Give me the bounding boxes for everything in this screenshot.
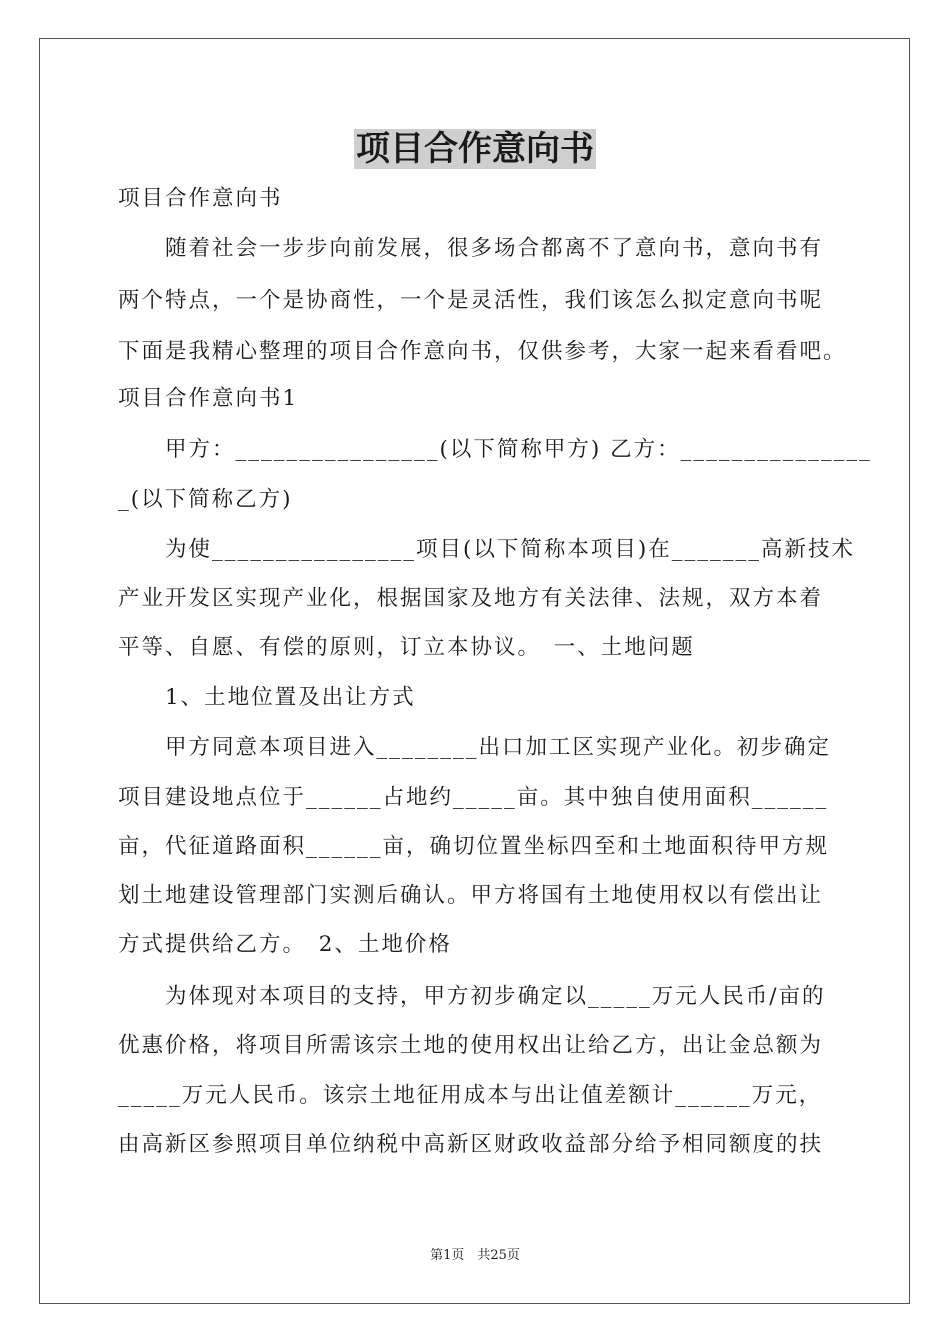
text-line: 下面是我精心整理的项目合作意向书，仅供参考，大家一起来看看吧。	[118, 339, 847, 364]
text-line: 1、土地位置及出让方式	[165, 685, 416, 710]
text-line: 项目合作意向书	[118, 186, 283, 211]
text-line: _(以下简称乙方)	[118, 487, 293, 512]
text-line: 甲方同意本项目进入________出口加工区实现产业化。初步确定	[165, 735, 832, 760]
text-line: 随着社会一步步向前发展，很多场合都离不了意向书，意向书有	[165, 236, 824, 261]
text-line: 两个特点，一个是协商性，一个是灵活性，我们该怎么拟定意向书呢	[118, 288, 824, 313]
text-line: 亩，代征道路面积______亩，确切位置坐标四至和土地面积待甲方规	[118, 834, 830, 859]
text-line: 项目合作意向书1	[118, 386, 299, 411]
text-line: 为使________________项目(以下简称本项目)在_______高新技术	[165, 537, 856, 562]
page-border	[39, 38, 910, 1304]
text-line: 优惠价格，将项目所需该宗土地的使用权出让给乙方，出让金总额为	[118, 1033, 824, 1058]
document-title: 项目合作意向书	[356, 129, 594, 169]
page-number: 第1页 共25页	[430, 1248, 520, 1263]
text-line: 项目建设地点位于______占地约_____亩。其中独自使用面积______	[118, 785, 829, 810]
text-line: 产业开发区实现产业化，根据国家及地方有关法律、法规，双方本着	[118, 586, 824, 611]
text-line: 由高新区参照项目单位纳税中高新区财政收益部分给予相同额度的扶	[118, 1132, 824, 1157]
text-line: _____万元人民币。该宗土地征用成本与出让值差额计______万元，	[118, 1083, 823, 1108]
text-line: 平等、自愿、有偿的原则，订立本协议。 一、土地问题	[118, 635, 695, 660]
text-line: 方式提供给乙方。 2、土地价格	[118, 932, 452, 957]
text-line: 为体现对本项目的支持，甲方初步确定以_____万元人民币/亩的	[165, 984, 826, 1009]
text-line: 划土地建设管理部门实测后确认。甲方将国有土地使用权以有偿出让	[118, 883, 824, 908]
text-line: 甲方：________________(以下简称甲方) 乙方：_______________	[165, 437, 872, 462]
